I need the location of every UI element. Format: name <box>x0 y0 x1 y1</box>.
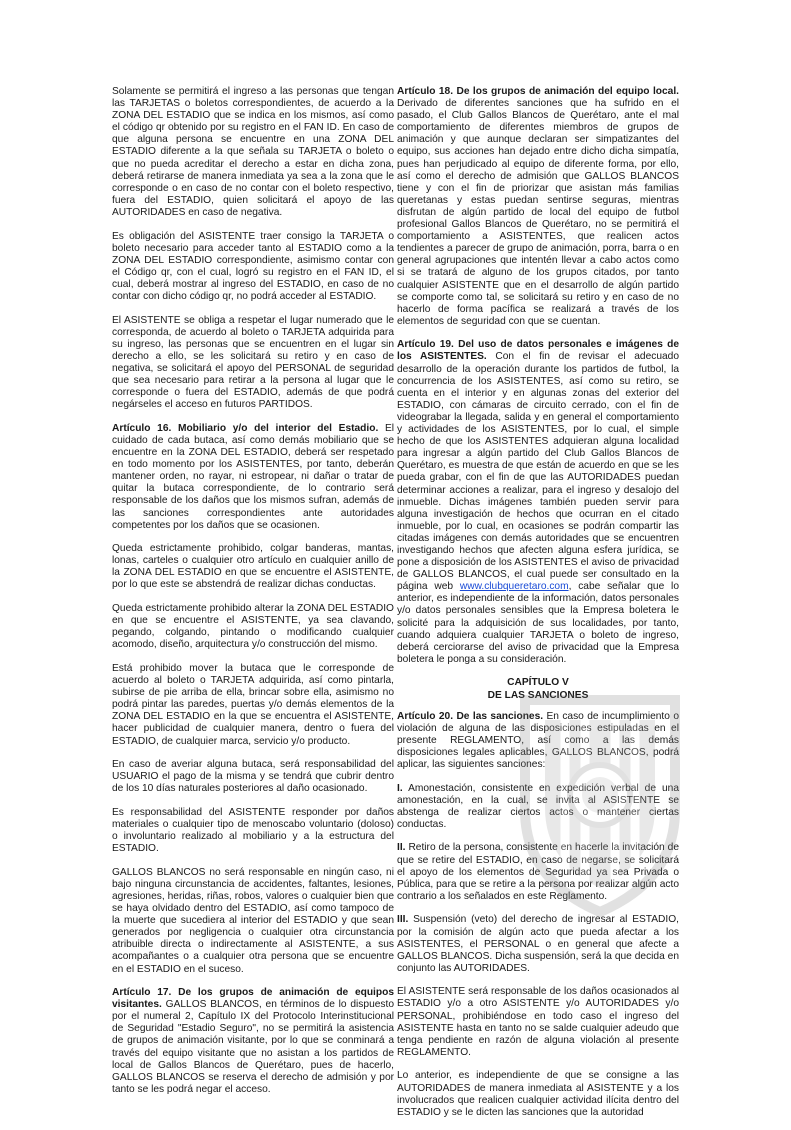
sanction-3 <box>397 914 679 974</box>
sanction-2-body: Retiro de la persona, consistente en hacerle la invitación de que se retire del ESTADIO, en caso de negarse, se solicitará el apoyo de los elementos de Seguridad ya sea Privada o Pública, para que se retire a la persona por realizar algún acto contrario a los señalados en este Reglamento. <box>397 842 679 902</box>
paragraph-damaged-seat: En caso de averiar alguna butaca, será responsabilidad del USUARIO el pago de la misma y se tendrá que cubrir dentro de los 10 días naturales posteriores al daño ocasionado. <box>112 759 394 795</box>
sanction-3-body: Suspensión (veto) del derecho de ingresar al ESTADIO, por la comisión de algún acto que pueda afectar a los ASISTENTES, el PERSONAL o en general que afecte a GALLOS BLANCOS. Dicha suspensión, será la que decida en conjunto las AUTORIDADES. <box>397 914 679 974</box>
chapter-title: DE LAS SANCIONES <box>487 689 589 701</box>
paragraph-damage-responsibility: Es responsabilidad del ASISTENTE responder por daños materiales o cualquier tipo de menoscabo voluntario (doloso) o involuntario realizado al mobiliario y a la estructura del ESTADIO. <box>112 806 394 855</box>
paragraph-access-zone: Solamente se permitirá el ingreso a las personas que tengan las TARJETAS o boletos correspondientes, de acuerdo a la ZONA DEL ESTADIO que se indica en los mismos, así como el código qr obtenido por su registro en el FAN ID. En caso de que alguna persona se encuentre en una ZONA DEL ESTADIO diferente a la que señala su TARJETA o boleto o que no pueda acreditar el derecho a estar en dicha zona, deberá retirarse de manera inmediata ya sea a la zona que le corresponde o en caso de no contar con el boleto respectivo, fuera del ESTADIO, quien solicitará el apoyo de las AUTORIDADES en caso de negativa. <box>112 86 394 218</box>
paragraph-ticket-obligation: Es obligación del ASISTENTE traer consigo la TARJETA o boleto necesario para acceder tanto al ESTADIO como a la ZONA DEL ESTADIO correspondiente, asimismo contar con el Código qr, con el cual, logró su registro en el FAN ID, el cual, deberá mostrar al ingreso del ESTADIO, en caso de no contar con dicho código qr, no podrá acceder al ESTADIO. <box>112 230 394 302</box>
paragraph-numbered-seat: El ASISTENTE se obliga a respetar el lugar numerado que le corresponda, de acuerdo al boleto o TARJETA adquirida para su ingreso, las personas que se encuentren en el lugar sin derecho a ello, se les solicitará su retiro y en caso de negativa, se solicitará el apoyo del PERSONAL de seguridad que sea necesario para retirar a la persona al lugar que le corresponde o fuera del ESTADIO, además de que podrá negárseles el acceso en futuros PARTIDOS. <box>112 314 394 411</box>
article-19 <box>397 339 679 666</box>
sanction-2-number: II. <box>397 842 406 854</box>
article-19-body-a: Con el fin de revisar el adecuado desarrollo de la operación durante los partidos de futbol, la concurrencia de los ASISTENTES, así como su retiro, se cuenta en el interior y en algunas zonas del exterior del ESTADIO, con cámaras de circuito cerrado, con el fin de videograbar la llegada, salida y en general el comportamiento y actividades de los ASISTENTES, por lo cual, el simple hecho de que los ASISTENTES adquieran alguna localidad para ingresar a algún partido del Club Gallos Blancos de Querétaro, es muestra de que están de acuerdo en que se les pueda grabar, con el fin de que las AUTORIDADES puedan determinar acciones a realizar, para el ingreso y desalojo del inmueble. Dichas imágenes también pueden servir para alguna investigación de hechos que ocurran en el citado inmueble, por lo cual, en ocasiones se podrán compartir las citadas imágenes con demás autoridades que se encuentren investigando hechos que afecten alguna esfera jurídica, se pone a disposición de los ASISTENTES el aviso de privacidad de GALLOS BLANCOS, el cual puede ser consultado en la página web <box>397 351 679 593</box>
article-16-body: El cuidado de cada butaca, así como demás mobiliario que se encuentre en la ZONA DEL ESTADIO, deberá ser respetado en todo momento por los ASISTENTES, por tanto, deberán mantener orden, no rayar, ni estropear, ni dañar o tratar de quitar la butaca correspondiente, de lo contrario será responsable de los daños que los mismos sufran, además de las sanciones correspondientes ante autoridades competentes por los daños que se ocasionen. <box>112 422 395 531</box>
club-website-link[interactable]: www.clubqueretaro.com <box>459 581 569 593</box>
sanction-3-number: III. <box>397 914 409 926</box>
article-19-heading: Artículo 19. Del uso de datos personales e imágenes de los ASISTENTES. <box>397 339 679 363</box>
article-16 <box>112 423 394 532</box>
paragraph-alter-zone-prohibited: Queda estrictamente prohibido alterar la ZONA DEL ESTADIO en que se encuentre el ASISTENTE, ya sea clavando, pegando, colgando, pintando o modificando cualquier acomodo, diseño, arquitectura y/o construcción del mismo. <box>112 603 394 651</box>
article-17-body: GALLOS BLANCOS, en términos de lo dispuesto por el numeral 2, Capítulo IX del Protocolo Interinstitucional de Seguridad "Estadio Seguro", no se permitirá la asistencia de grupos de animación visitante, por lo que se conminará a través del equipo visitante que no asistan a los partidos de local de Gallos Blancos de Querétaro, pues de hacerlo, GALLOS BLANCOS se reserva el derecho de admisión y por tanto se les podrá negar el acceso. <box>112 999 394 1095</box>
article-19-body-b: , cabe señalar que lo anterior, es independiente de la información, datos personales y/o datos personales sensibles que la Empresa boletera le solicité para la adquisición de sus localidades, por tanto, cuando adquiera cualquier TARJETA o boleto de ingreso, deberá cerciorarse del aviso de privacidad que la Empresa boletera le ponga a su consideración. <box>397 581 679 665</box>
chapter-heading <box>397 677 679 701</box>
article-17 <box>112 987 394 1096</box>
paragraph-authorities: Lo anterior, es independiente de que se consigne a las AUTORIDADES de manera inmediata al ASISTENTE y a los involucrados que realicen cualquier actividad ilícita dentro del ESTADIO y se le dicten las sanciones que la autoridad <box>397 1070 679 1118</box>
article-16-heading: Artículo 16. Mobiliario y/o del interior del Estadio. <box>112 422 379 434</box>
article-18 <box>397 86 679 328</box>
right-column <box>397 86 679 1130</box>
sanction-1-number: I. <box>397 782 403 794</box>
chapter-number: CAPÍTULO V <box>507 677 569 689</box>
paragraph-liability-disclaimer: GALLOS BLANCOS no será responsable en ningún caso, ni bajo ninguna circunstancia de accidentes, faltantes, lesiones, agresiones, heridas, riñas, robos, valores o cualquier bien que se haya olvidado dentro del ESTADIO, así como tampoco de la muerte que sucediera al interior del ESTADIO y que sean generados por negligencia o cualquier otra circunstancia atribuible directa o indirectamente al ASISTENTE, a sus acompañantes o a cualquier otra persona que se encuentre en el ESTADIO en el suceso. <box>112 866 394 975</box>
paragraph-assistant-responsibility: El ASISTENTE será responsable de los daños ocasionados al ESTADIO y/o a otro ASISTENTE y/o AUTORIDADES y/o PERSONAL, prohibiéndose en todo caso el ingreso del ASISTENTE hasta en tanto no se salde cualquier adeudo que tenga pendiente en razón de alguna violación al presente REGLAMENTO. <box>397 986 679 1058</box>
sanction-1 <box>397 783 679 831</box>
article-20-heading: Artículo 20. De las sanciones. <box>397 710 544 722</box>
article-17-heading: Artículo 17. De los grupos de animación de equipos visitantes. <box>112 987 394 1011</box>
sanction-1-body: Amonestación, consistente en expedición verbal de una amonestación, en la cual, se invita al ASISTENTE se abstenga de realizar ciertos actos o mantener ciertas conductas. <box>397 782 679 830</box>
paragraph-move-seat-prohibited: Está prohibido mover la butaca que le corresponde de acuerdo al boleto o TARJETA adquirida, así como pintarla, subirse de pie arriba de ella, brincar sobre ella, asimismo no podrá pintar las paredes, puertas y/o demás elementos de la ZONA DEL ESTADIO en la que se encuentra el ASISTENTE, hacer publicidad de cualquier manera, dentro o fuera del ESTADIO, de cualquier marca, servicio y/o producto. <box>112 662 394 747</box>
article-18-heading: Artículo 18. De los grupos de animación del equipo local. <box>397 86 679 97</box>
article-20-body: En caso de incumplimiento o violación de alguna de las disposiciones estipuladas en el presente REGLAMENTO, así como a las demás disposiciones legales aplicables, GALLOS BLANCOS, podrá aplicar, las siguientes sanciones: <box>397 710 679 770</box>
left-column <box>112 86 394 1107</box>
sanction-2 <box>397 842 679 902</box>
article-20 <box>397 711 679 771</box>
article-18-body: Derivado de diferentes sanciones que ha sufrido en el pasado, el Club Gallos Blancos de Querétaro, ante el mal comportamiento de diferentes miembros de grupos de animación y que aunque declaran ser simpatizantes del equipo, sus acciones han dejado entre dicho dicha simpatía, pues han perjudicado al equipo de diferente forma, por ello, así como el derecho de admisión que GALLOS BLANCOS tiene y con el fin de priorizar que asistan más familias queretanas y estas puedan sentirse seguras, mientras disfrutan de algún partido de local del equipo de futbol profesional Gallos Blancos de Querétaro, no se permitirá el comportamiento a ASISTENTES, que realicen actos tendientes a parecer de grupo de animación, porra, barra o en general agrupaciones que intentén llevar a cabo actos como si se tratará de alguno de los grupos citados, por tanto cualquier ASISTENTE que en el desarrollo de algún partido se comporte como tal, se solicitará su retiro y en caso de no hacerlo de forma pacífica se realizará a través de los elementos de seguridad con que se cuentan. <box>397 98 679 327</box>
paragraph-banners-prohibited: Queda estrictamente prohibido, colgar banderas, mantas, lonas, carteles o cualquier otro artículo en cualquier anillo de la ZONA DEL ESTADIO en que se encuentre el ASISTENTE, por lo que este se abstendrá de realizar dichas conductas. <box>112 543 394 591</box>
